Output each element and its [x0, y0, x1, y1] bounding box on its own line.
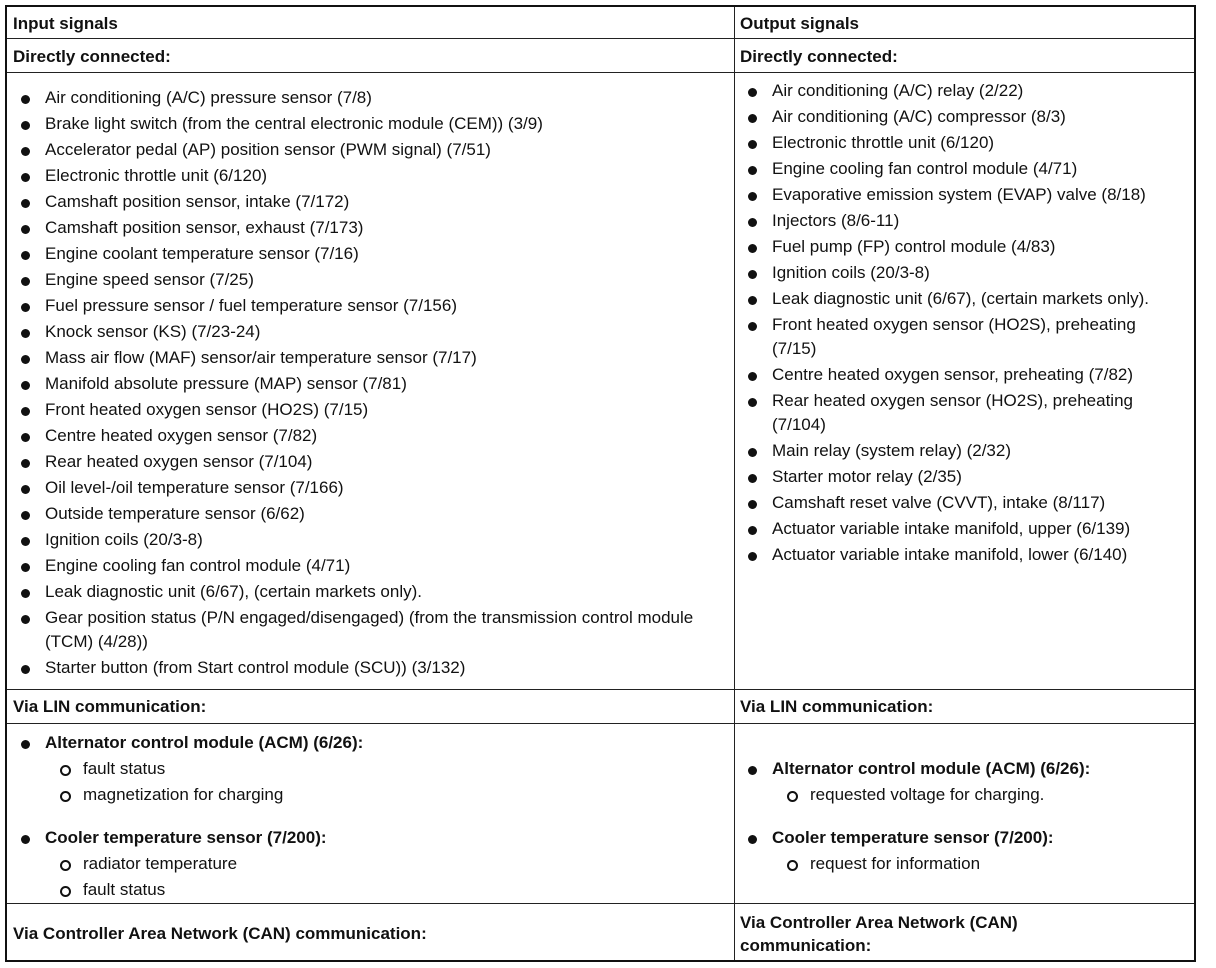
input-direct-item-text: Engine cooling fan control module (4/71) — [45, 556, 351, 575]
output-direct-item-text: Evaporative emission system (EVAP) valve (8/18) — [772, 185, 1146, 204]
bullet-icon — [21, 173, 30, 182]
input-direct-list — [7, 85, 707, 681]
input-direct-item — [7, 215, 707, 241]
output-direct-item-text: Air conditioning (A/C) compressor (8/3) — [772, 107, 1066, 126]
circle-bullet-icon — [787, 860, 798, 871]
bullet-icon — [21, 537, 30, 546]
input-direct-item — [7, 85, 707, 111]
output-signals-title: Output signals — [740, 14, 859, 33]
bullet-icon — [21, 225, 30, 234]
input-lin-item — [7, 825, 707, 851]
output-direct-item-text: Rear heated oxygen sensor (HO2S), preheating (7/104) — [772, 391, 1133, 434]
input-direct-item — [7, 319, 707, 345]
input-lin-sub — [7, 851, 707, 877]
bullet-icon — [21, 303, 30, 312]
output-direct-item-text: Front heated oxygen sensor (HO2S), preheating (7/15) — [772, 315, 1136, 358]
input-direct-item-text: Ignition coils (20/3-8) — [45, 530, 203, 549]
output-lin-sub — [734, 851, 1174, 877]
row-divider — [7, 689, 1194, 690]
input-direct-item — [7, 267, 707, 293]
output-direct-item — [734, 542, 1174, 568]
bullet-icon — [21, 407, 30, 416]
output-lin-group-acm — [734, 756, 1174, 808]
bullet-icon — [748, 88, 757, 97]
input-lin-sub-text: radiator temperature — [83, 854, 238, 873]
output-direct-item — [734, 260, 1174, 286]
bullet-icon — [21, 563, 30, 572]
output-lin-list — [734, 756, 1174, 877]
input-lin-group-cooler — [7, 825, 707, 903]
row-divider — [7, 903, 1194, 904]
bullet-icon — [748, 552, 757, 561]
input-direct-items — [7, 85, 707, 681]
bullet-icon — [21, 485, 30, 494]
input-direct-item — [7, 371, 707, 397]
output-direct-item — [734, 182, 1174, 208]
bullet-icon — [21, 251, 30, 260]
output-direct-item — [734, 516, 1174, 542]
output-lin-sub-text: request for information — [810, 854, 981, 873]
input-direct-item-text: Brake light switch (from the central electronic module (CEM)) (3/9) — [45, 114, 543, 133]
input-direct-item-text: Accelerator pedal (AP) position sensor (PWM signal) (7/51) — [45, 140, 491, 159]
output-direct-item — [734, 388, 1174, 438]
row-divider — [7, 723, 1194, 724]
input-direct-item — [7, 475, 707, 501]
output-direct-item-text: Ignition coils (20/3-8) — [772, 263, 930, 282]
bullet-icon — [21, 459, 30, 468]
circle-bullet-icon — [60, 765, 71, 776]
bullet-icon — [21, 665, 30, 674]
output-can-heading: Via Controller Area Network (CAN) communication: — [740, 913, 1018, 955]
input-direct-item — [7, 163, 707, 189]
output-direct-item-text: Actuator variable intake manifold, lower (6/140) — [772, 545, 1128, 564]
input-direct-heading: Directly connected: — [13, 47, 171, 66]
input-lin-item — [7, 730, 707, 756]
circle-bullet-icon — [60, 860, 71, 871]
input-direct-item — [7, 345, 707, 371]
input-direct-item — [7, 553, 707, 579]
bullet-icon — [21, 740, 30, 749]
bullet-icon — [748, 244, 757, 253]
input-direct-item-text: Camshaft position sensor, exhaust (7/173) — [45, 218, 364, 237]
input-lin-sub — [7, 877, 707, 903]
bullet-icon — [21, 199, 30, 208]
bullet-icon — [21, 329, 30, 338]
output-direct-item-text: Starter motor relay (2/35) — [772, 467, 962, 486]
output-direct-item — [734, 234, 1174, 260]
input-direct-item-text: Centre heated oxygen sensor (7/82) — [45, 426, 318, 445]
input-direct-item-text: Knock sensor (KS) (7/23-24) — [45, 322, 261, 341]
input-direct-item-text: Starter button (from Start control module (SCU)) (3/132) — [45, 658, 466, 677]
input-can-heading: Via Controller Area Network (CAN) communication: — [13, 924, 427, 943]
input-direct-item-text: Camshaft position sensor, intake (7/172) — [45, 192, 350, 211]
bullet-icon — [748, 372, 757, 381]
bullet-icon — [748, 448, 757, 457]
bullet-icon — [21, 433, 30, 442]
bullet-icon — [21, 121, 30, 130]
input-direct-item — [7, 655, 707, 681]
row-divider — [7, 38, 1194, 39]
output-direct-item — [734, 78, 1174, 104]
output-lin-item — [734, 825, 1174, 851]
bullet-icon — [748, 218, 757, 227]
bullet-icon — [21, 355, 30, 364]
output-direct-item-text: Camshaft reset valve (CVVT), intake (8/117) — [772, 493, 1106, 512]
circle-bullet-icon — [787, 791, 798, 802]
output-direct-item — [734, 490, 1174, 516]
input-direct-item — [7, 605, 707, 655]
input-lin-sub — [7, 756, 707, 782]
signals-table — [5, 5, 1196, 962]
input-direct-item-text: Gear position status (P/N engaged/disengaged) (from the transmission control module (TCM) (4/28)) — [45, 608, 694, 651]
output-direct-item-text: Air conditioning (A/C) relay (2/22) — [772, 81, 1024, 100]
output-lin-group-cooler — [734, 825, 1174, 877]
bullet-icon — [748, 474, 757, 483]
bullet-icon — [748, 140, 757, 149]
input-direct-item-text: Manifold absolute pressure (MAP) sensor (7/81) — [45, 374, 407, 393]
output-direct-item-text: Centre heated oxygen sensor, preheating (7/82) — [772, 365, 1134, 384]
input-direct-item-text: Air conditioning (A/C) pressure sensor (7/8) — [45, 88, 372, 107]
bullet-icon — [748, 322, 757, 331]
output-direct-item — [734, 156, 1174, 182]
input-direct-item-text: Outside temperature sensor (6/62) — [45, 504, 305, 523]
output-lin-sub — [734, 782, 1174, 808]
input-lin-heading: Via LIN communication: — [13, 697, 207, 716]
input-lin-sub-text: fault status — [83, 759, 166, 778]
output-direct-item — [734, 312, 1174, 362]
input-lin-sub-text: fault status — [83, 880, 166, 899]
input-direct-item — [7, 241, 707, 267]
input-direct-item-text: Fuel pressure sensor / fuel temperature sensor (7/156) — [45, 296, 457, 315]
bullet-icon — [21, 835, 30, 844]
bullet-icon — [748, 500, 757, 509]
bullet-icon — [21, 589, 30, 598]
output-direct-item-text: Actuator variable intake manifold, upper (6/139) — [772, 519, 1131, 538]
input-direct-item-text: Front heated oxygen sensor (HO2S) (7/15) — [45, 400, 369, 419]
input-direct-item — [7, 449, 707, 475]
output-direct-item-text: Main relay (system relay) (2/32) — [772, 441, 1012, 460]
input-direct-item — [7, 111, 707, 137]
input-direct-item-text: Rear heated oxygen sensor (7/104) — [45, 452, 313, 471]
input-direct-item — [7, 137, 707, 163]
bullet-icon — [748, 296, 757, 305]
input-direct-item-text: Engine coolant temperature sensor (7/16) — [45, 244, 359, 263]
input-lin-group-acm — [7, 730, 707, 808]
output-direct-item-text: Electronic throttle unit (6/120) — [772, 133, 995, 152]
output-direct-item — [734, 104, 1174, 130]
output-lin-sub-text: requested voltage for charging. — [810, 785, 1045, 804]
bullet-icon — [748, 835, 757, 844]
input-direct-item — [7, 527, 707, 553]
bullet-icon — [21, 381, 30, 390]
output-direct-item — [734, 464, 1174, 490]
bullet-icon — [21, 511, 30, 520]
output-lin-item — [734, 756, 1174, 782]
bullet-icon — [748, 398, 757, 407]
bullet-icon — [748, 166, 757, 175]
input-direct-item — [7, 189, 707, 215]
circle-bullet-icon — [60, 791, 71, 802]
output-direct-item — [734, 286, 1174, 312]
input-lin-sub-text: magnetization for charging — [83, 785, 284, 804]
input-direct-item-text: Oil level-/oil temperature sensor (7/166) — [45, 478, 344, 497]
input-direct-item-text: Engine speed sensor (7/25) — [45, 270, 254, 289]
bullet-icon — [748, 526, 757, 535]
input-lin-label: Alternator control module (ACM) (6/26): — [45, 733, 364, 752]
output-direct-item — [734, 438, 1174, 464]
bullet-icon — [748, 192, 757, 201]
output-lin-heading: Via LIN communication: — [740, 697, 934, 716]
output-direct-item-text: Fuel pump (FP) control module (4/83) — [772, 237, 1056, 256]
bullet-icon — [748, 270, 757, 279]
input-direct-item — [7, 397, 707, 423]
output-direct-item-text: Engine cooling fan control module (4/71) — [772, 159, 1078, 178]
output-direct-item — [734, 208, 1174, 234]
bullet-icon — [21, 277, 30, 286]
output-lin-label: Alternator control module (ACM) (6/26): — [772, 759, 1091, 778]
output-direct-item — [734, 362, 1174, 388]
input-direct-item — [7, 501, 707, 527]
input-direct-item-text: Electronic throttle unit (6/120) — [45, 166, 268, 185]
output-direct-items — [734, 78, 1174, 568]
output-direct-list — [734, 78, 1174, 568]
input-direct-item — [7, 293, 707, 319]
input-signals-title: Input signals — [13, 14, 118, 33]
input-lin-label: Cooler temperature sensor (7/200): — [45, 828, 327, 847]
input-lin-sub — [7, 782, 707, 808]
bullet-icon — [21, 95, 30, 104]
output-direct-item — [734, 130, 1174, 156]
bullet-icon — [21, 615, 30, 624]
input-lin-list — [7, 730, 707, 903]
bullet-icon — [748, 766, 757, 775]
bullet-icon — [21, 147, 30, 156]
circle-bullet-icon — [60, 886, 71, 897]
row-divider — [7, 72, 1194, 73]
output-lin-label: Cooler temperature sensor (7/200): — [772, 828, 1054, 847]
input-direct-item-text: Leak diagnostic unit (6/67), (certain markets only). — [45, 582, 423, 601]
output-direct-item-text: Injectors (8/6-11) — [772, 211, 900, 230]
input-direct-item-text: Mass air flow (MAF) sensor/air temperature sensor (7/17) — [45, 348, 477, 367]
bullet-icon — [748, 114, 757, 123]
input-direct-item — [7, 579, 707, 605]
output-direct-item-text: Leak diagnostic unit (6/67), (certain markets only). — [772, 289, 1150, 308]
output-direct-heading: Directly connected: — [740, 47, 898, 66]
input-direct-item — [7, 423, 707, 449]
